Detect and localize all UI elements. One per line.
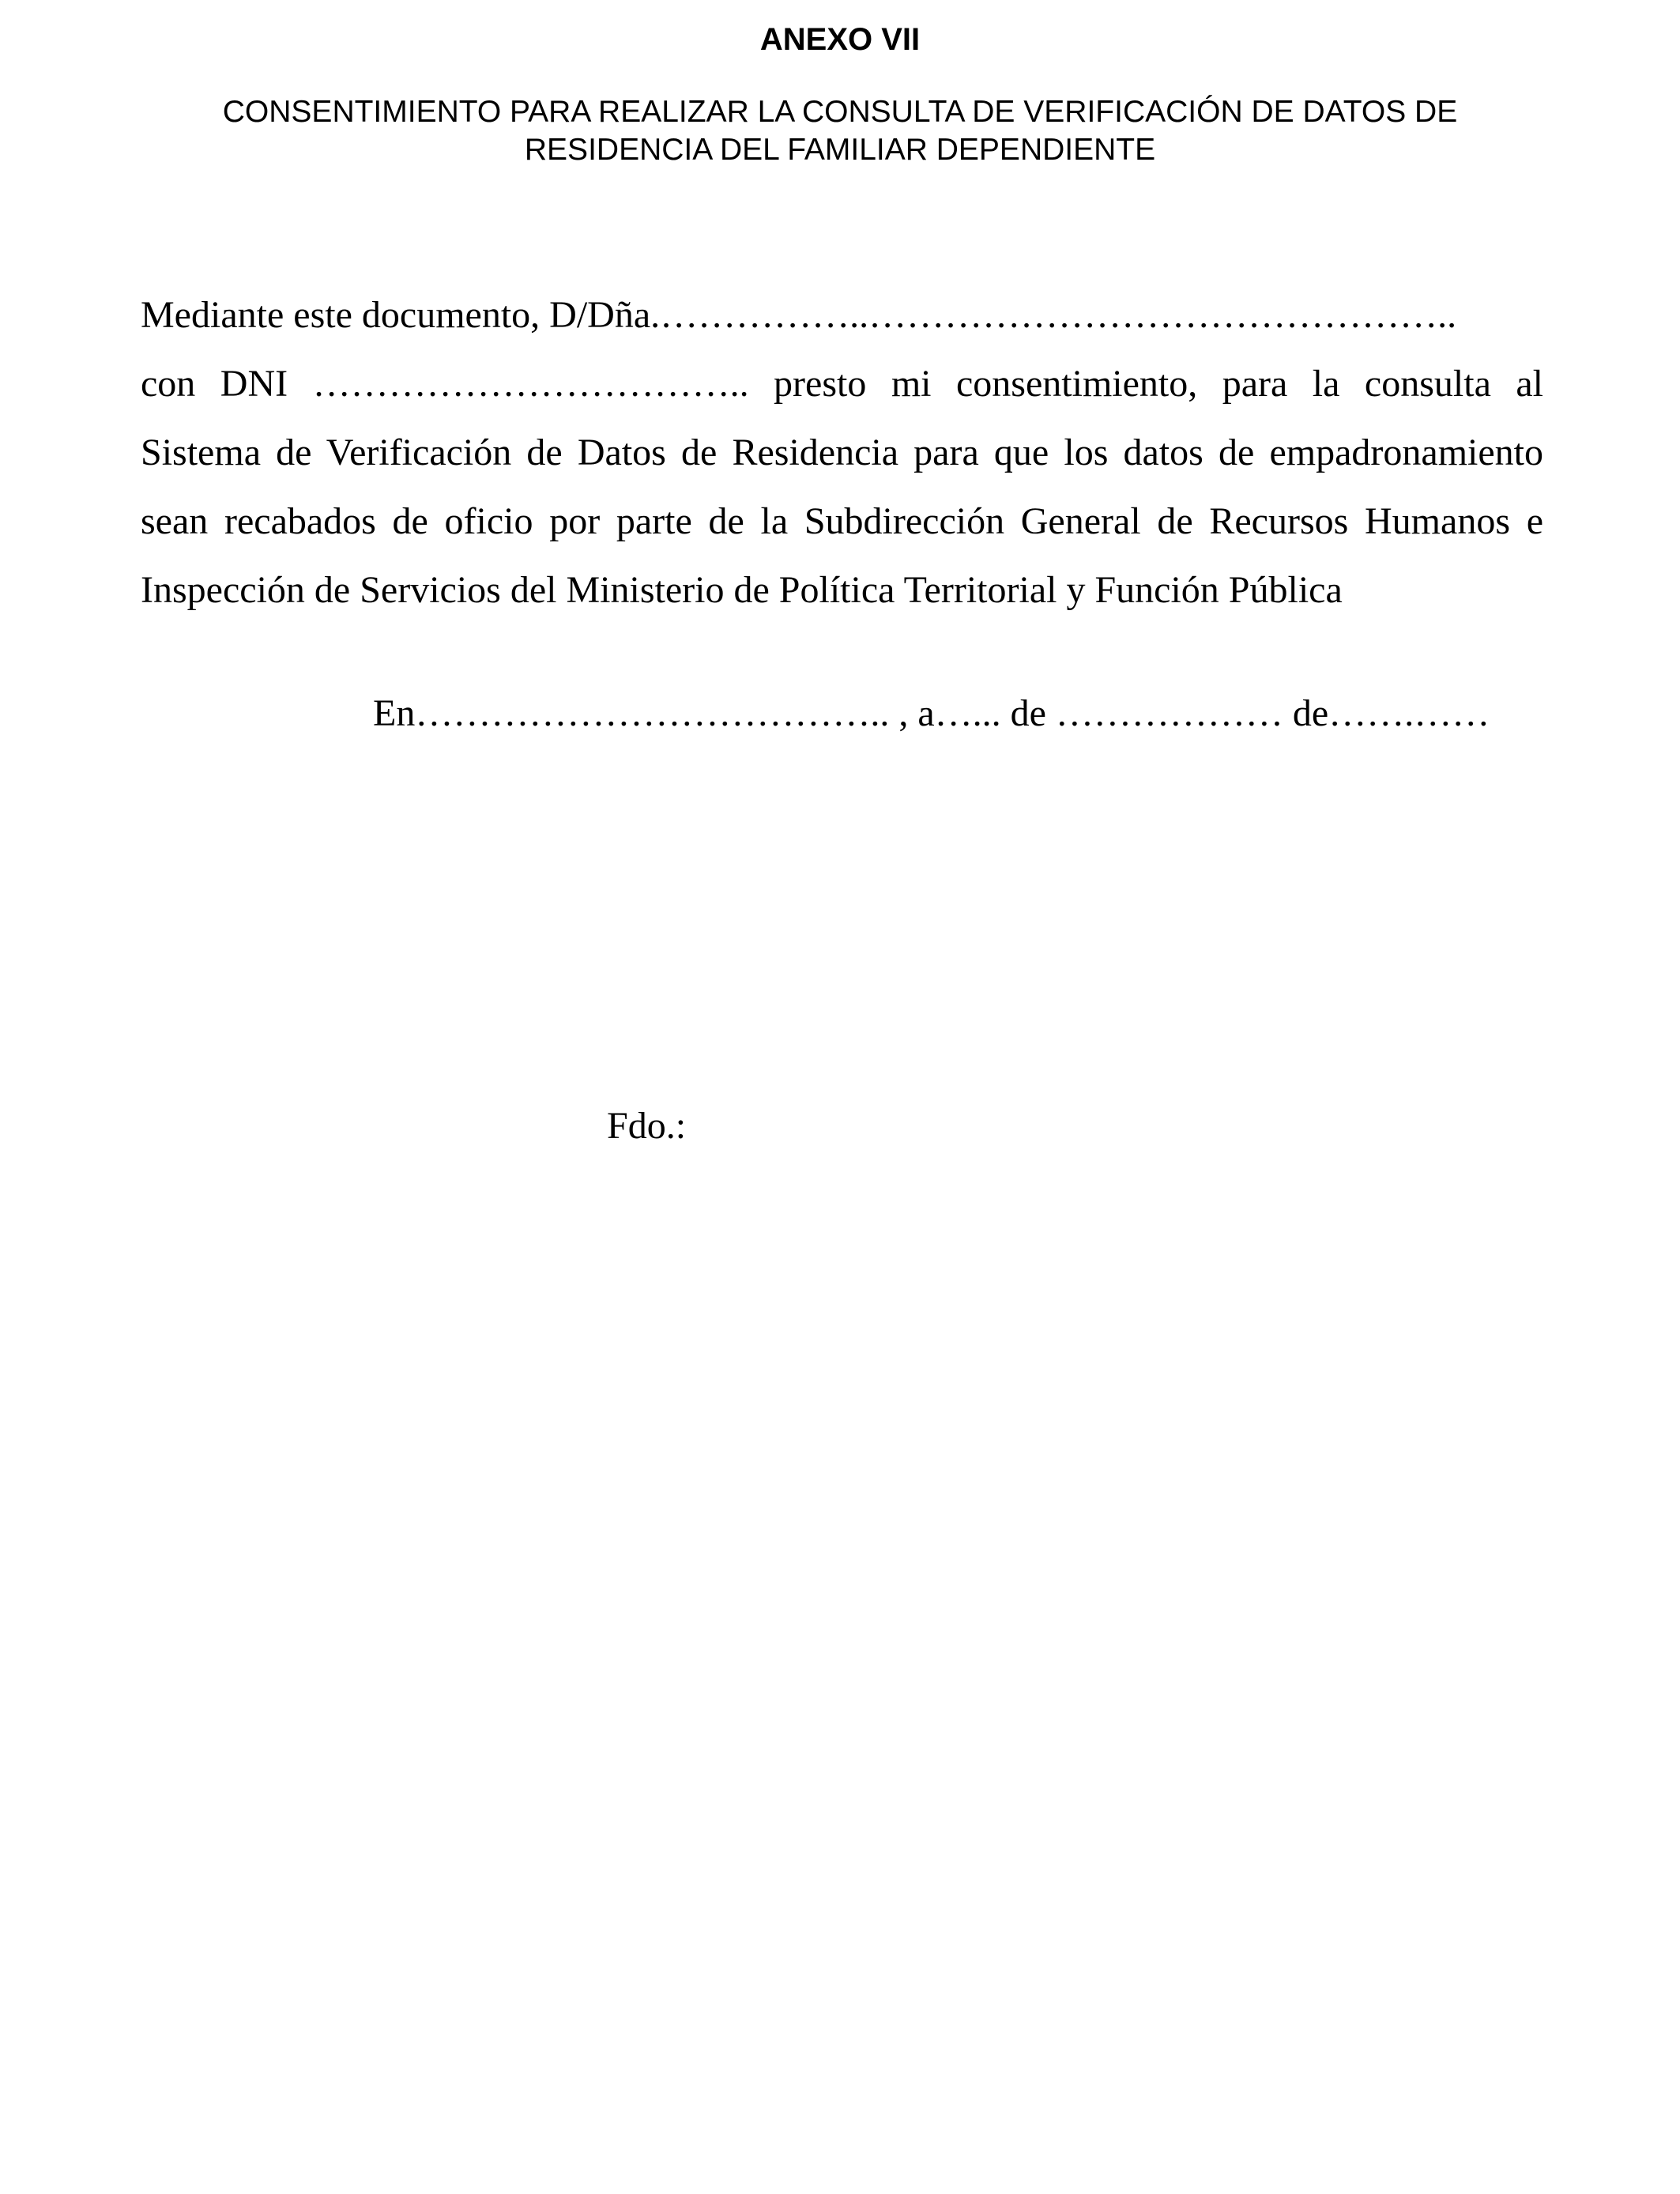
subtitle-line-2: RESIDENCIA DEL FAMILIAR DEPENDIENTE bbox=[524, 133, 1156, 167]
paragraph-line-3: Sistema de Verificación de Datos de Residencia para que los datos de empadronamiento bbox=[141, 432, 1543, 473]
place-date-line: En……………………………….. , a…... de ……………… de…….…… bbox=[373, 692, 1490, 734]
document-subtitle bbox=[142, 93, 1538, 169]
consent-paragraph bbox=[141, 281, 1543, 624]
subtitle-line-1: CONSENTIMIENTO PARA REALIZAR LA CONSULTA DE VERIFICACIÓN DE DATOS DE bbox=[222, 95, 1458, 129]
signature-label: Fdo.: bbox=[607, 1105, 687, 1147]
paragraph-line-4: sean recabados de oficio por parte de la Subdirección General de Recursos Humanos e bbox=[141, 500, 1543, 542]
paragraph-line-2: con DNI …………………………….. presto mi consentimiento, para la consulta al bbox=[141, 363, 1543, 405]
paragraph-line-1: Mediante este documento, D/Dña.……………..……………………………………….. bbox=[141, 294, 1457, 336]
paragraph-line-5: Inspección de Servicios del Ministerio de Política Territorial y Función Pública bbox=[141, 569, 1343, 611]
document-title: ANEXO VII bbox=[759, 22, 921, 57]
